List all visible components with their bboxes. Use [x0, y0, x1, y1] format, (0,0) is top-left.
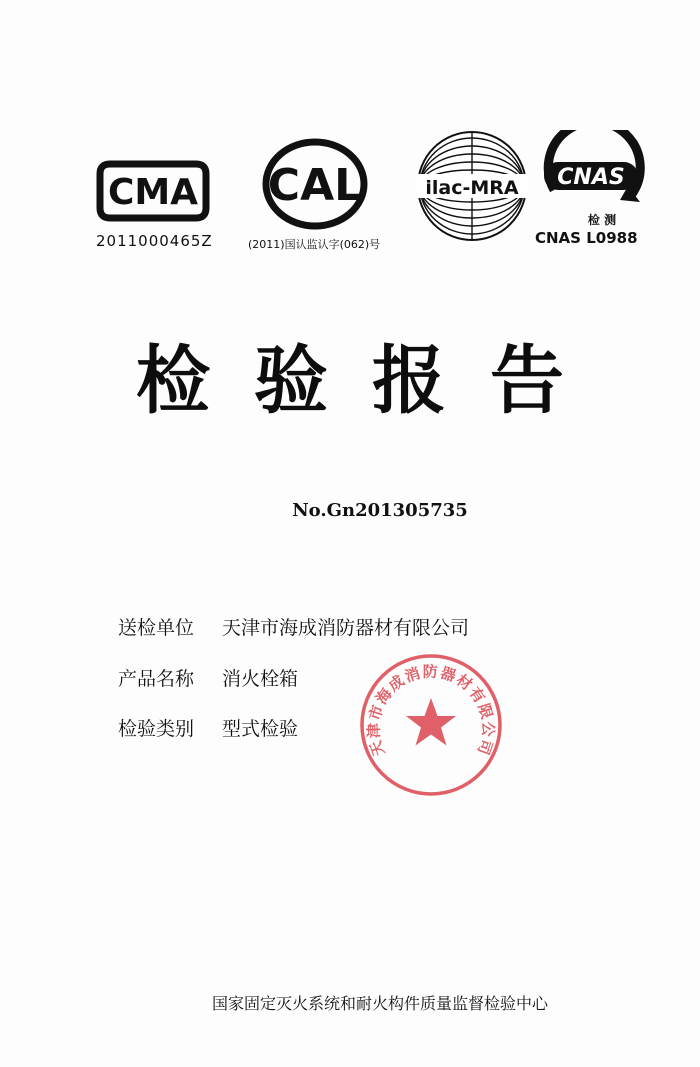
field-label: 产品名称: [118, 668, 195, 690]
field-label: 送检单位: [118, 617, 195, 639]
field-value: 天津市海成消防器材有限公司: [222, 617, 470, 639]
seal-star-icon: [406, 698, 456, 746]
report-number: No.Gn201305735: [292, 500, 468, 521]
field-inspection-type: [118, 714, 298, 741]
cnas-logo-text: CNAS: [557, 165, 625, 190]
cma-logo: [96, 160, 210, 222]
cnas-number: CNAS L0988: [535, 229, 638, 247]
field-product-name: [118, 664, 298, 691]
ilac-mra-text: ilac-MRA: [425, 177, 519, 199]
seal-text: 天津市海成消防器材有限公司: [364, 662, 498, 759]
cnas-logo-sub: 检 测: [587, 213, 617, 227]
company-seal: [358, 652, 504, 798]
ilac-mra-logo: [416, 130, 528, 242]
cal-logo-text: CAL: [267, 160, 363, 211]
cal-number: (2011)国认监认字(062)号: [248, 238, 381, 251]
cal-logo: [262, 138, 368, 230]
cma-number: 2011000465Z: [96, 232, 213, 250]
field-value: 消火栓箱: [222, 668, 299, 690]
field-label: 检验类别: [118, 718, 195, 740]
cnas-logo: [536, 130, 646, 228]
cma-logo-text: CMA: [107, 172, 199, 213]
issuing-organization: 国家固定灭火系统和耐火构件质量监督检验中心: [211, 994, 548, 1013]
field-value: 型式检验: [222, 718, 299, 740]
field-submitting-unit: [118, 613, 469, 640]
report-title: 检验报告: [136, 338, 608, 424]
